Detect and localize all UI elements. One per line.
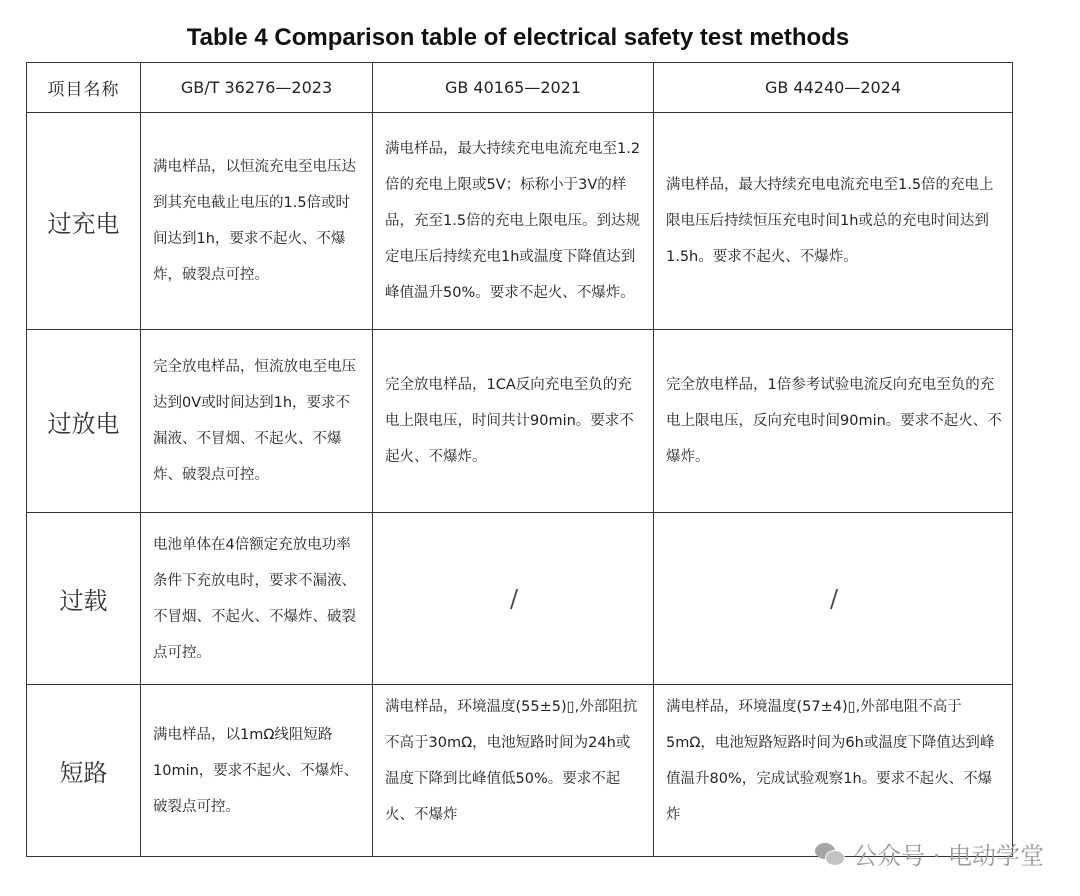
- watermark-text: 公众号 · 电动学堂: [853, 842, 1044, 870]
- wechat-icon: [815, 841, 845, 867]
- table-cell: 满电样品，环境温度(57±4)▯,外部电阻不高于5mΩ，电池短路短路时间为6h或温度下降值达到峰值温升80%，完成试验观察1h。要求不起火、不爆炸: [654, 685, 1013, 857]
- table-row-overdischarge: [27, 330, 1013, 513]
- header-gb40165: GB 40165—2021: [373, 63, 654, 113]
- table-cell: 完全放电样品，1倍参考试验电流反向充电至负的充电上限电压，反向充电时间90min。要求不起火、不爆炸。: [654, 330, 1013, 513]
- table-cell-empty: /: [654, 513, 1013, 685]
- row-name: 过放电: [27, 330, 141, 513]
- table-cell-empty: /: [373, 513, 654, 685]
- table-row-short-circuit: [27, 685, 1013, 857]
- table-cell: 满电样品，以恒流充电至电压达到其充电截止电压的1.5倍或时间达到1h，要求不起火、不爆炸，破裂点可控。: [141, 113, 373, 330]
- header-row: [27, 63, 1013, 113]
- table-cell: 满电样品，以1mΩ线阻短路10min，要求不起火、不爆炸、破裂点可控。: [141, 685, 373, 857]
- table-cell: 完全放电样品，恒流放电至电压达到0V或时间达到1h，要求不漏液、不冒烟、不起火、不爆炸、破裂点可控。: [141, 330, 373, 513]
- header-gb44240: GB 44240—2024: [654, 63, 1013, 113]
- row-name: 短路: [27, 685, 141, 857]
- watermark: [815, 836, 1044, 871]
- table-cell: 完全放电样品，1CA反向充电至负的充电上限电压，时间共计90min。要求不起火、不爆炸。: [373, 330, 654, 513]
- comparison-table: [26, 62, 1013, 857]
- table-row-overcharge: [27, 113, 1013, 330]
- table-cell: 满电样品，环境温度(55±5)▯,外部阻抗不高于30mΩ，电池短路时间为24h或温度下降到比峰值低50%。要求不起火、不爆炸: [373, 685, 654, 857]
- header-item-name: 项目名称: [27, 63, 141, 113]
- table-cell: 满电样品，最大持续充电电流充电至1.2倍的充电上限或5V；标称小于3V的样品，充至1.5倍的充电上限电压。到达规定电压后持续充电1h或温度下降值达到峰值温升50%。要求不起火、不爆炸。: [373, 113, 654, 330]
- row-name: 过载: [27, 513, 141, 685]
- header-gbt36276: GB/T 36276—2023: [141, 63, 373, 113]
- table-cell: 电池单体在4倍额定充放电功率条件下充放电时，要求不漏液、不冒烟、不起火、不爆炸、破裂点可控。: [141, 513, 373, 685]
- table-title: Table 4 Comparison table of electrical safety test methods: [186, 24, 850, 51]
- table-cell: 满电样品，最大持续充电电流充电至1.5倍的充电上限电压后持续恒压充电时间1h或总的充电时间达到1.5h。要求不起火、不爆炸。: [654, 113, 1013, 330]
- table-row-overload: [27, 513, 1013, 685]
- row-name: 过充电: [27, 113, 141, 330]
